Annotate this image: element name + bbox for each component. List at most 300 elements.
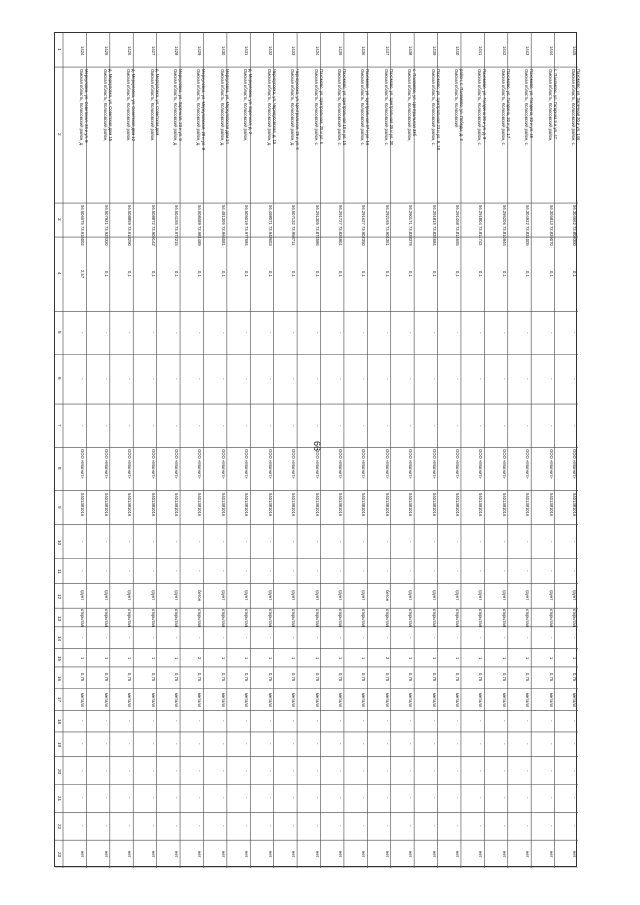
address-cell: д. Меркуловка, ул. Советская дом [154, 69, 160, 136]
empty-cell-dash: - [548, 424, 554, 427]
empty-cell-dash: - [501, 743, 507, 745]
empty-cell-dash: - [478, 331, 484, 334]
empty-cell-dash: - [548, 769, 554, 771]
empty-cell-dash: - [501, 331, 507, 334]
empty-cell-dash: - [525, 797, 531, 799]
empty-cell-dash: - [384, 769, 390, 771]
coords-cell: 56.292165 73.904351 [384, 205, 390, 246]
empty-cell-dash: - [454, 743, 460, 745]
org-cell: ООО «Магнит» [291, 449, 297, 479]
empty-cell-dash: - [291, 720, 297, 722]
address-cell: Меркуловка, ул. Меркуловская дом 24 [224, 69, 230, 144]
empty-cell-dash: - [80, 331, 86, 334]
coords-cell: 56.291815 73.826684 [431, 205, 437, 246]
inn-cell: 5401381016 [291, 492, 297, 516]
empty-cell-dash: - [291, 540, 297, 543]
column-number: 2 [56, 133, 62, 136]
empty-cell-dash: - [384, 720, 390, 722]
address-cell: Омская область, Колосовский район, д. [196, 69, 202, 147]
empty-cell-dash: - [174, 540, 180, 543]
id-cell: 1433 [291, 45, 297, 55]
empty-cell-dash: - [103, 570, 109, 572]
empty-cell-dash: - [337, 769, 343, 771]
area-cell: 0,1 [103, 270, 109, 277]
empty-cell-dash: - [548, 636, 554, 638]
empty-cell-dash: - [572, 570, 577, 572]
empty-cell-dash: - [80, 570, 86, 572]
fence-cell: нет [244, 850, 250, 858]
empty-cell-dash: - [220, 636, 226, 638]
empty-cell-dash: - [127, 570, 133, 572]
empty-cell-dash: - [478, 743, 484, 745]
id-cell: 1444 [548, 45, 554, 55]
empty-cell-dash: - [150, 424, 156, 427]
empty-cell-dash: - [291, 636, 297, 638]
column-number: 16 [56, 675, 62, 681]
empty-cell-dash: - [454, 331, 460, 334]
address-cell: Омская область, Колосовский район, с. [313, 69, 319, 146]
empty-cell-dash: - [267, 570, 273, 572]
empty-cell-dash: - [408, 424, 414, 427]
empty-cell-dash: - [80, 720, 86, 722]
fence-cell: нет [501, 850, 507, 858]
empty-cell-dash: - [80, 769, 86, 771]
org-cell: ООО «Магнит» [80, 449, 86, 479]
empty-cell-dash: - [267, 378, 273, 380]
address-cell: Омская область, Колосовский [453, 69, 459, 128]
empty-cell-dash: - [525, 743, 531, 745]
area-cell: 2,57 [80, 269, 86, 278]
area-cell: 0,1 [314, 270, 320, 277]
empty-cell-dash: - [80, 825, 86, 827]
empty-cell-dash: - [454, 636, 460, 638]
type-cell: открытая [197, 608, 203, 627]
type-cell: открытая [454, 608, 460, 627]
area-cell: 0,1 [244, 270, 250, 277]
empty-cell-dash: - [291, 378, 297, 380]
empty-cell-dash: - [501, 636, 507, 638]
empty-cell-dash: - [525, 720, 531, 722]
type-cell: открытая [361, 608, 367, 627]
empty-cell-dash: - [314, 769, 320, 771]
empty-cell-dash: - [314, 743, 320, 745]
material-cell: металл [103, 692, 109, 707]
id-cell: 1436 [361, 45, 367, 55]
empty-cell-dash: - [291, 424, 297, 427]
empty-cell-dash: - [127, 331, 133, 334]
empty-cell-dash: - [314, 825, 320, 827]
empty-cell-dash: - [103, 769, 109, 771]
fence-cell: нет [291, 850, 297, 858]
type-cell: открытая [525, 608, 531, 627]
empty-cell-dash: - [127, 720, 133, 722]
empty-cell-dash: - [548, 743, 554, 745]
empty-cell-dash: - [572, 797, 577, 799]
volume-cell: 0,75 [150, 673, 156, 682]
column-number: 11 [56, 569, 62, 574]
surface-cell: грунт [150, 590, 156, 601]
empty-cell-dash: - [103, 743, 109, 745]
inn-cell: 5401381016 [431, 492, 437, 516]
empty-cell-dash: - [548, 378, 554, 380]
count-cell: 1 [220, 656, 226, 659]
id-cell: 1435 [337, 45, 343, 55]
empty-cell-dash: - [454, 825, 460, 827]
empty-cell-dash: - [337, 743, 343, 745]
surface-cell: грунт [127, 590, 133, 601]
type-cell: открытая [291, 608, 297, 627]
empty-cell-dash: - [127, 797, 133, 799]
surface-cell: грунт [80, 590, 86, 601]
page-number: 66 [312, 440, 323, 452]
empty-cell-dash: - [501, 797, 507, 799]
area-cell: 0,1 [548, 270, 554, 277]
column-number: 17 [56, 697, 62, 703]
inn-cell: 5401381016 [572, 492, 577, 516]
volume-cell: 0,75 [408, 673, 414, 682]
empty-cell-dash: - [103, 378, 109, 380]
empty-cell-dash: - [314, 424, 320, 427]
surface-cell: грунт [454, 590, 460, 601]
empty-cell-dash: - [220, 570, 226, 572]
count-cell: 1 [337, 656, 343, 659]
address-cell: д. Меркуловка, ул. Советская дом 12 [131, 69, 137, 142]
empty-cell-dash: - [103, 540, 109, 543]
volume-cell: 0,75 [80, 673, 86, 682]
empty-cell-dash: - [103, 797, 109, 799]
volume-cell: 0,75 [478, 673, 484, 682]
empty-cell-dash: - [174, 424, 180, 427]
empty-cell-dash: - [572, 636, 577, 638]
org-cell: ООО «Магнит» [548, 449, 554, 479]
empty-cell-dash: - [291, 331, 297, 334]
empty-cell-dash: - [408, 743, 414, 745]
surface-cell: грунт [103, 590, 109, 601]
area-cell: 0,1 [267, 270, 273, 277]
area-cell: 0,1 [361, 270, 367, 277]
empty-cell-dash: - [150, 720, 156, 722]
empty-cell-dash: - [408, 769, 414, 771]
type-cell: открытая [267, 608, 273, 627]
column-number: 5 [56, 330, 62, 334]
id-cell: 1442 [501, 45, 507, 55]
material-cell: металл [80, 692, 86, 707]
empty-cell-dash: - [408, 825, 414, 827]
empty-cell-dash: - [127, 636, 133, 638]
column-number: 18 [56, 719, 62, 725]
material-cell: металл [454, 692, 460, 707]
empty-cell-dash: - [314, 636, 320, 638]
surface-cell: грунт [291, 590, 297, 601]
count-cell: 2 [384, 656, 390, 659]
empty-cell-dash: - [548, 331, 554, 334]
id-cell: 1437 [384, 45, 390, 55]
count-cell: 1 [525, 656, 531, 659]
empty-cell-dash: - [408, 797, 414, 799]
empty-cell-dash: - [361, 825, 367, 827]
empty-cell-dash: - [384, 797, 390, 799]
material-cell: металл [197, 692, 203, 707]
empty-cell-dash: - [478, 540, 484, 543]
surface-cell: грунт [572, 590, 577, 601]
empty-cell-dash: - [80, 743, 86, 745]
fence-cell: нет [431, 850, 437, 858]
inn-cell: 5401381016 [103, 492, 109, 516]
area-cell: 0,1 [478, 270, 484, 277]
volume-cell: 0,75 [501, 673, 507, 682]
empty-cell-dash: - [431, 540, 437, 543]
id-cell: 1429 [197, 45, 203, 55]
empty-cell-dash: - [478, 636, 484, 638]
surface-cell: грунт [431, 590, 437, 601]
empty-cell-dash: - [314, 378, 320, 380]
empty-cell-dash: - [314, 720, 320, 722]
coords-cell: 56.504155 73.972215 [174, 205, 180, 246]
empty-cell-dash: - [548, 540, 554, 543]
address-cell: Омская область, Колосовский район, [149, 69, 155, 142]
empty-cell-dash: - [127, 540, 133, 543]
empty-cell-dash: - [361, 570, 367, 572]
empty-cell-dash: - [174, 743, 180, 745]
surface-cell: грунт [267, 590, 273, 601]
empty-cell-dash: - [384, 743, 390, 745]
count-cell: 2 [197, 656, 203, 659]
material-cell: металл [220, 692, 226, 707]
volume-cell: 0,75 [174, 673, 180, 682]
empty-cell-dash: - [408, 331, 414, 334]
empty-cell-dash: - [267, 331, 273, 334]
coords-cell: 56.508489 73.981489 [197, 205, 203, 246]
inn-cell: 5401381016 [197, 492, 203, 516]
empty-cell-dash: - [291, 743, 297, 745]
id-cell: 1431 [244, 45, 250, 55]
org-cell: ООО «Магнит» [384, 449, 390, 479]
count-cell: 1 [244, 656, 250, 659]
empty-cell-dash: - [197, 378, 203, 380]
empty-cell-dash: - [103, 825, 109, 827]
count-cell: 1 [127, 656, 133, 659]
empty-cell-dash: - [220, 540, 226, 543]
empty-cell-dash: - [384, 424, 390, 427]
empty-cell-dash: - [197, 540, 203, 543]
coords-cell: 56.295206 73.810946 [501, 205, 507, 246]
empty-cell-dash: - [103, 636, 109, 638]
address-cell: Пахомово, ул. Центральная 37 и ул. 16 [365, 69, 371, 146]
address-cell: Омская область, Колосовский район, с. [360, 69, 366, 146]
empty-cell-dash: - [150, 797, 156, 799]
column-number: 15 [56, 655, 62, 661]
empty-cell-dash: - [525, 540, 531, 543]
empty-cell-dash: - [501, 720, 507, 722]
inn-cell: 5401381016 [525, 492, 531, 516]
empty-cell-dash: - [408, 636, 414, 638]
empty-cell-dash: - [384, 540, 390, 543]
empty-cell-dash: - [244, 720, 250, 722]
org-cell: ООО «Магнит» [103, 449, 109, 479]
org-cell: ООО «Магнит» [314, 449, 320, 479]
coords-cell: 56.508859 73.918290 [127, 205, 133, 246]
empty-cell-dash: - [525, 570, 531, 572]
address-cell: Пахомово, ул. Центральная 10 и ул. 15 [341, 69, 347, 146]
empty-cell-dash: - [572, 769, 577, 771]
empty-cell-dash: - [150, 769, 156, 771]
empty-cell-dash: - [384, 331, 390, 334]
address-cell: Меркуловка, ул. Меркуловская, 28 и ул. 8 [201, 69, 207, 150]
empty-cell-dash: - [220, 378, 226, 380]
empty-cell-dash: - [337, 636, 343, 638]
empty-cell-dash: - [220, 769, 226, 771]
empty-cell-dash: - [127, 378, 133, 380]
column-number: 21 [56, 796, 62, 802]
org-cell: ООО «Магнит» [525, 449, 531, 479]
empty-cell-dash: - [267, 797, 273, 799]
column-number: 12 [56, 593, 62, 599]
data-table [54, 32, 581, 867]
empty-cell-dash: - [244, 636, 250, 638]
area-cell: 0,1 [197, 270, 203, 277]
type-cell: открытая [220, 608, 226, 627]
empty-cell-dash: - [572, 825, 577, 827]
empty-cell-dash: - [525, 769, 531, 771]
fence-cell: нет [127, 850, 133, 858]
coords-cell: 56.508872 73.909142 [150, 205, 156, 246]
empty-cell-dash: - [501, 378, 507, 380]
empty-cell-dash: - [384, 570, 390, 572]
id-cell: 1430 [220, 45, 226, 55]
empty-cell-dash: - [361, 797, 367, 799]
empty-cell-dash: - [220, 797, 226, 799]
empty-cell-dash: - [80, 424, 86, 427]
area-cell: 0,1 [431, 270, 437, 277]
fence-cell: нет [174, 850, 180, 858]
empty-cell-dash: - [478, 797, 484, 799]
column-number: 4 [56, 272, 62, 275]
empty-cell-dash: - [337, 720, 343, 722]
inn-cell: 5401381016 [478, 492, 484, 516]
inn-cell: 5401381016 [548, 492, 554, 516]
area-cell: 0,1 [337, 270, 343, 277]
fence-cell: нет [337, 850, 343, 858]
coords-cell: 56.304922 73.831005 [525, 205, 531, 246]
volume-cell: 0,75 [103, 673, 109, 682]
count-cell: 1 [174, 656, 180, 659]
empty-cell-dash: - [361, 743, 367, 745]
inn-cell: 5401381016 [220, 492, 226, 516]
area-cell: 0,1 [525, 270, 531, 277]
address-cell: Черноусовка, ул. Черноусовская, д. 15 [271, 69, 277, 145]
empty-cell-dash: - [267, 825, 273, 827]
surface-cell: грунт [478, 590, 484, 601]
address-cell: Пахомово, ул. Гагарина 20 и ул. д. 8 [482, 69, 488, 140]
volume-cell: 0,75 [220, 673, 226, 682]
empty-cell-dash: - [525, 636, 531, 638]
empty-cell-dash: - [525, 825, 531, 827]
empty-cell-dash: - [431, 636, 437, 638]
empty-cell-dash: - [244, 331, 250, 334]
coords-cell: 56.290171 73.828379 [408, 205, 414, 246]
material-cell: металл [267, 692, 273, 707]
empty-cell-dash: - [337, 570, 343, 572]
empty-cell-dash: - [361, 540, 367, 543]
empty-cell-dash: - [361, 720, 367, 722]
empty-cell-dash: - [361, 331, 367, 334]
inn-cell: 5401381016 [174, 492, 180, 516]
surface-cell: грунт [361, 590, 367, 601]
volume-cell: 0,75 [267, 673, 273, 682]
material-cell: металл [431, 692, 437, 707]
empty-cell-dash: - [337, 331, 343, 334]
inn-cell: 5401381016 [501, 492, 507, 516]
empty-cell-dash: - [525, 378, 531, 380]
column-number: 19 [56, 742, 62, 748]
empty-cell-dash: - [80, 540, 86, 543]
empty-cell-dash: - [150, 540, 156, 543]
surface-cell: грунт [525, 590, 531, 601]
empty-cell-dash: - [127, 825, 133, 827]
empty-cell-dash: - [478, 825, 484, 827]
empty-cell-dash: - [174, 570, 180, 572]
empty-cell-dash: - [127, 769, 133, 771]
empty-cell-dash: - [361, 769, 367, 771]
area-cell: 0,1 [408, 270, 414, 277]
area-cell: 0,1 [384, 270, 390, 277]
fence-cell: нет [197, 850, 203, 858]
org-cell: ООО «Магнит» [127, 449, 133, 479]
inn-cell: 5401381016 [454, 492, 460, 516]
column-number: 8 [56, 467, 62, 470]
empty-cell-dash: - [431, 769, 437, 771]
empty-cell-dash: - [454, 378, 460, 380]
empty-cell-dash: - [174, 720, 180, 722]
address-cell: Омская область, Колосовский район, с. [430, 69, 436, 146]
org-cell: ООО «Магнит» [361, 449, 367, 479]
empty-cell-dash: - [361, 636, 367, 638]
empty-cell-dash: - [314, 797, 320, 799]
coords-cell: 56.291305 73.874586 [314, 205, 320, 246]
empty-cell-dash: - [337, 424, 343, 427]
column-number: 3 [56, 218, 62, 221]
type-cell: открытая [103, 608, 109, 627]
volume-cell: 0,75 [291, 673, 297, 682]
area-cell: 0,1 [501, 270, 507, 277]
empty-cell-dash: - [431, 743, 437, 745]
empty-cell-dash: - [197, 720, 203, 722]
volume-cell: 0,75 [337, 673, 343, 682]
address-cell: Омская область, Колосовский район, с. [477, 69, 483, 146]
surface-cell: бетон [197, 590, 203, 602]
empty-cell-dash: - [384, 636, 390, 638]
coords-cell: 56.507132 73.958711 [291, 205, 297, 246]
empty-cell-dash: - [220, 424, 226, 427]
address-cell: Омская область, Колосовский район, д. [219, 69, 225, 147]
coords-cell: 56.305813 73.829070 [548, 205, 554, 246]
column-number: 9 [56, 505, 62, 509]
material-cell: металл [572, 692, 577, 707]
empty-cell-dash: - [267, 424, 273, 427]
empty-cell-dash: - [384, 825, 390, 827]
empty-cell-dash: - [408, 378, 414, 380]
address-cell: Омская область, Колосовский район, с. [336, 69, 342, 146]
empty-cell-dash: - [431, 424, 437, 427]
column-number: 10 [56, 539, 62, 545]
type-cell: открытая [431, 608, 437, 627]
fence-cell: нет [408, 850, 414, 858]
area-cell: 0,1 [454, 270, 460, 277]
material-cell: металл [525, 692, 531, 707]
area-cell: 0,1 [150, 270, 156, 277]
empty-cell-dash: - [501, 769, 507, 771]
empty-cell-dash: - [408, 540, 414, 543]
